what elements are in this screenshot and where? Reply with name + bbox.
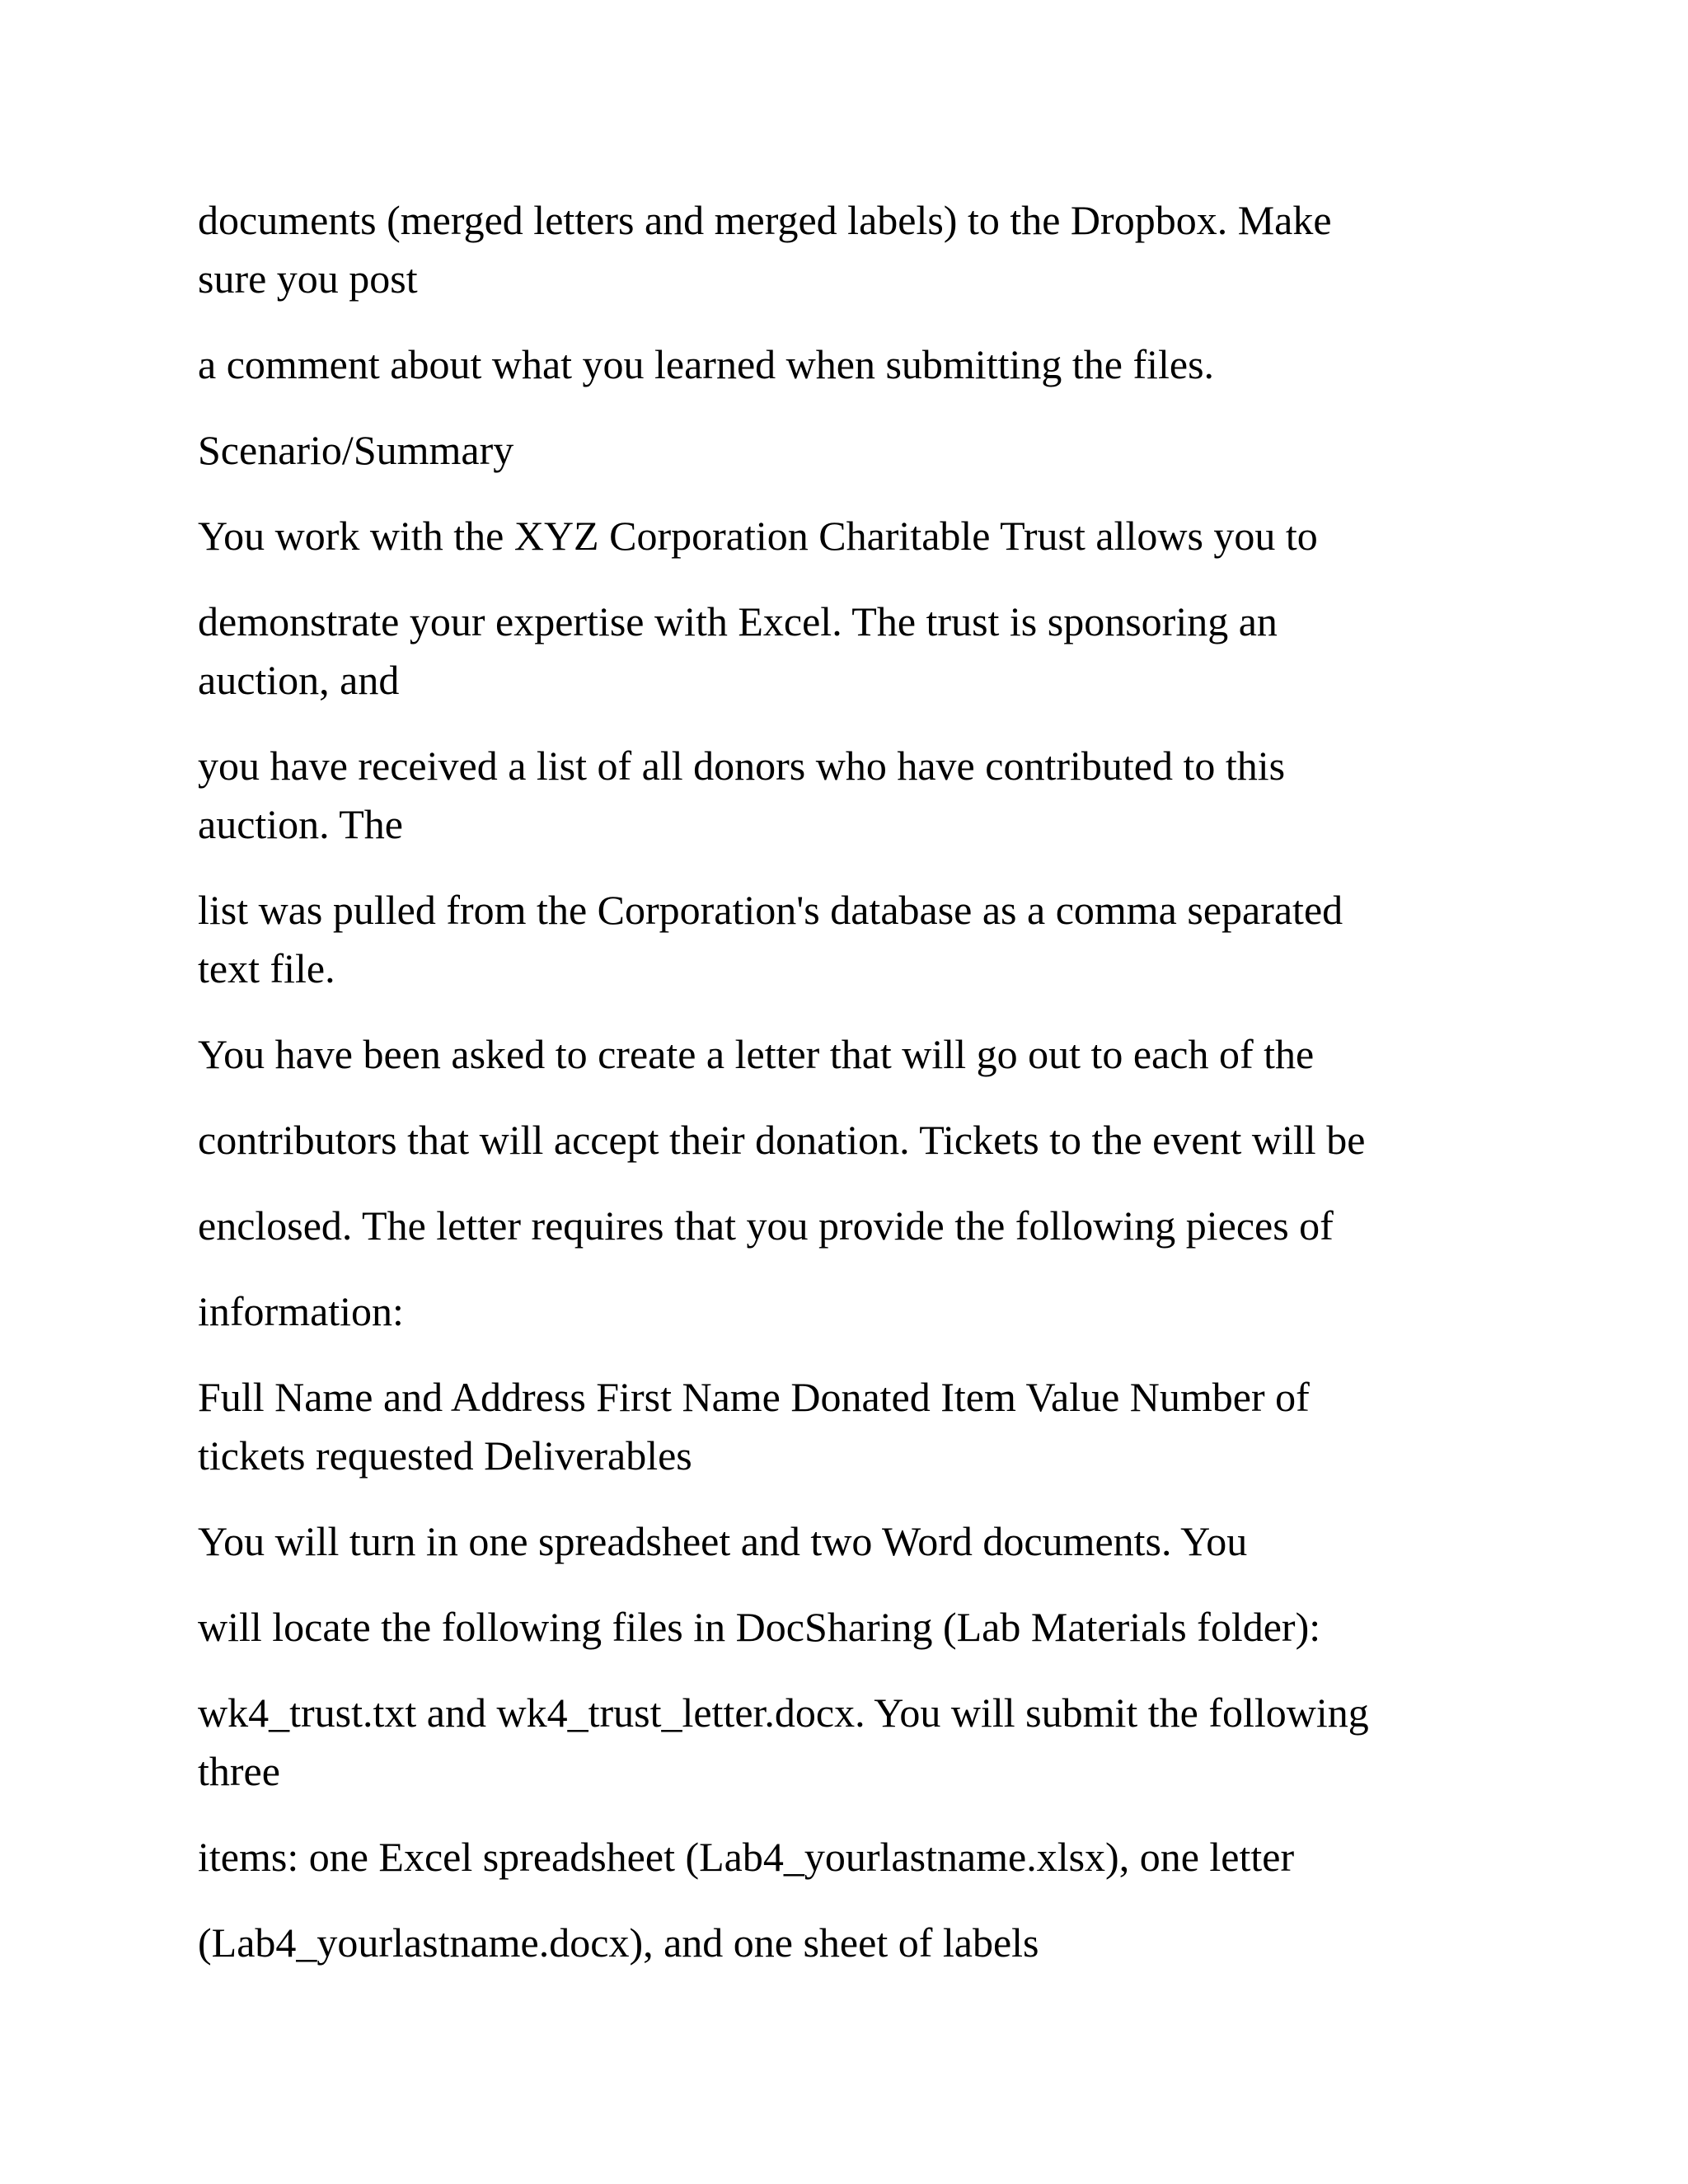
text-line: will locate the following files in DocSharing (Lab Materials folder): bbox=[198, 1604, 1321, 1650]
text-line: list was pulled from the Corporation's database as a comma separated bbox=[198, 887, 1343, 933]
text-line: (Lab4_yourlastname.docx), and one sheet of labels bbox=[198, 1919, 1039, 1966]
paragraph-contributors bbox=[198, 1111, 1484, 1169]
paragraph-submit-items bbox=[198, 1828, 1484, 1886]
text-line: wk4_trust.txt and wk4_trust_letter.docx. You will submit the following bbox=[198, 1690, 1369, 1736]
text-line: Full Name and Address First Name Donated Item Value Number of bbox=[198, 1374, 1310, 1420]
paragraph-fields-list bbox=[198, 1368, 1484, 1485]
paragraph-submit-labels bbox=[198, 1914, 1484, 1972]
paragraph-locate-files bbox=[198, 1598, 1484, 1657]
text-line: demonstrate your expertise with Excel. The trust is sponsoring an bbox=[198, 598, 1278, 644]
paragraph-scenario-excel bbox=[198, 593, 1484, 710]
paragraph-comment-note bbox=[198, 335, 1484, 394]
paragraph-letter-task bbox=[198, 1025, 1484, 1084]
document-body bbox=[198, 191, 1484, 1999]
paragraph-enclosed bbox=[198, 1197, 1484, 1255]
paragraph-database-export bbox=[198, 881, 1484, 998]
text-line: you have received a list of all donors who have contributed to this bbox=[198, 743, 1286, 789]
text-line: Scenario/Summary bbox=[198, 427, 514, 473]
text-line: documents (merged letters and merged labels) to the Dropbox. Make bbox=[198, 197, 1332, 243]
text-line: a comment about what you learned when submitting the files. bbox=[198, 341, 1215, 387]
text-line: information: bbox=[198, 1288, 404, 1334]
text-line: enclosed. The letter requires that you provide the following pieces of bbox=[198, 1202, 1334, 1249]
text-line: You have been asked to create a letter that will go out to each of the bbox=[198, 1031, 1315, 1077]
text-line: text file. bbox=[198, 945, 335, 991]
text-line: contributors that will accept their donation. Tickets to the event will be bbox=[198, 1117, 1366, 1163]
section-heading-scenario bbox=[198, 421, 1484, 480]
text-line: auction, and bbox=[198, 657, 400, 703]
text-line: tickets requested Deliverables bbox=[198, 1432, 692, 1479]
text-line: sure you post bbox=[198, 255, 418, 302]
paragraph-file-names bbox=[198, 1684, 1484, 1801]
text-line: items: one Excel spreadsheet (Lab4_yourlastname.xlsx), one letter bbox=[198, 1834, 1295, 1880]
text-line: three bbox=[198, 1748, 280, 1794]
text-line: You will turn in one spreadsheet and two Word documents. You bbox=[198, 1518, 1248, 1564]
paragraph-donor-list bbox=[198, 737, 1484, 854]
text-line: You work with the XYZ Corporation Charitable Trust allows you to bbox=[198, 513, 1318, 559]
paragraph-information bbox=[198, 1282, 1484, 1341]
paragraph-scenario-intro bbox=[198, 507, 1484, 565]
paragraph-deliverables bbox=[198, 1512, 1484, 1571]
paragraph-submission-instructions bbox=[198, 191, 1484, 308]
text-line: auction. The bbox=[198, 801, 403, 847]
